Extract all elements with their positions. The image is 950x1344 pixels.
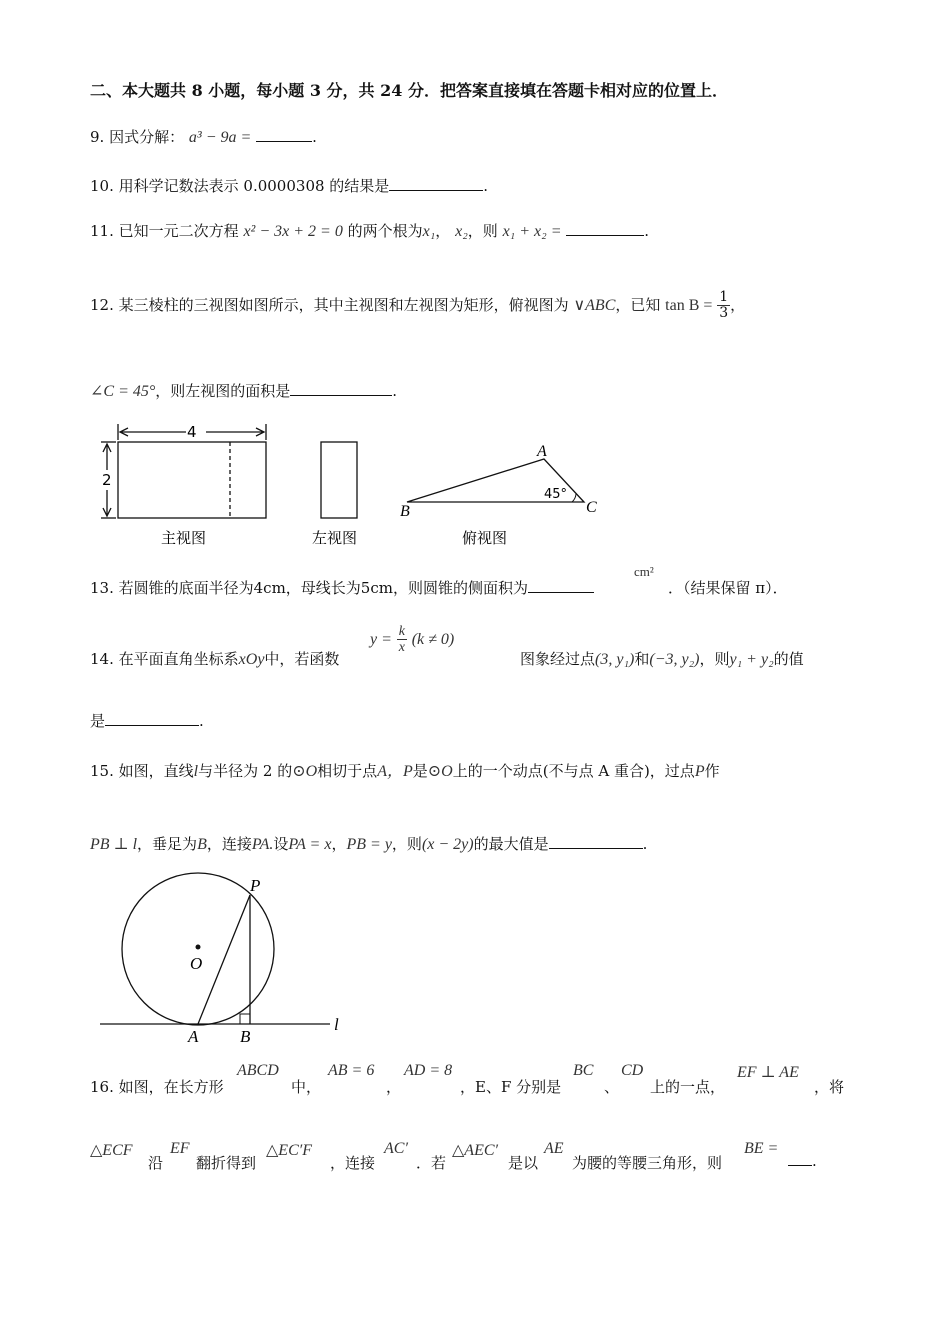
q15-segment-pa: PA.: [251, 836, 274, 853]
q12-number: 12.: [90, 295, 114, 314]
q15-t8: ，连接: [206, 835, 252, 853]
q12-tanb: tan B =: [665, 296, 713, 314]
q13-tail: ．（结果保留 π）．: [668, 579, 788, 597]
label-l: l: [334, 1015, 339, 1034]
q15-t10: ，: [331, 835, 347, 853]
q16-t11: 为腰的等腰三角形，则: [572, 1154, 723, 1172]
q16-acp: AC′: [384, 1140, 408, 1157]
q16-ecpf: △EC′F: [266, 1142, 313, 1159]
q14-text4: ，则: [699, 650, 730, 668]
front-view-caption: 主视图: [161, 529, 207, 547]
q16-t8: ，连接: [330, 1154, 376, 1172]
q15-t5: 上的一个动点(不与点 A 重合)，过点: [452, 762, 695, 780]
q15-tail: .: [642, 835, 648, 853]
q14-text5: 的值: [773, 650, 804, 668]
q16-be: BE =: [744, 1140, 779, 1157]
q15-number: 15.: [90, 762, 114, 780]
q11-tail: .: [644, 222, 650, 240]
label-b: B: [240, 1027, 251, 1046]
q14-text2: 中，若函数: [264, 650, 340, 668]
q15-t11: ，则: [391, 835, 422, 853]
q16-aecp: △AEC′: [452, 1142, 499, 1159]
q12-comma: ，: [730, 295, 746, 314]
q16-tail: .: [812, 1152, 817, 1170]
q14-text1: 在平面直角坐标系: [118, 650, 239, 668]
q15-circle-o: ⊙O: [292, 763, 318, 780]
vertex-a-label: A: [537, 443, 547, 460]
q14-point2: (−3, y₂): [649, 651, 700, 668]
q11-x1: x₁: [422, 223, 436, 240]
q14-coordinate-system: xOy: [238, 651, 265, 668]
q15-t7: ，垂足为: [137, 835, 198, 853]
q14-fn-numerator: k: [398, 624, 405, 639]
vertex-b-label: B: [400, 503, 410, 520]
q16-t6: 沿: [148, 1154, 164, 1172]
q16-answer-wrap: [788, 1152, 817, 1170]
q16-dun: 、: [604, 1078, 620, 1096]
q13-unit: cm²: [634, 564, 654, 579]
q15-expression: (x − 2y): [421, 836, 474, 853]
q16-ef-perp-ae: EF ⊥ AE: [737, 1064, 799, 1081]
segment-pa: [198, 895, 250, 1024]
center-o-dot: [196, 945, 201, 950]
q16-t9: ．若: [416, 1154, 447, 1172]
q11-then: ，则: [467, 222, 498, 240]
q9-math: a³ − 9a =: [188, 129, 252, 146]
q12-triangle: ∨ABC: [573, 296, 616, 314]
q16-ae: AE: [544, 1140, 564, 1157]
q16-comma1: ，: [386, 1078, 402, 1096]
q12-tail: .: [392, 382, 398, 400]
label-a: A: [188, 1027, 199, 1046]
q11-mid: 的两个根为: [347, 222, 423, 240]
q16-ecf: △ECF: [90, 1142, 133, 1159]
q15-eq-pb: PB = y: [346, 836, 392, 853]
angle-45-label: 45°: [544, 487, 568, 502]
q15-t2: 与半径为 2 的: [198, 762, 293, 780]
q10-number: 10.: [90, 177, 114, 195]
q12-angle: ∠C = 45°: [90, 383, 156, 400]
q14-number: 14.: [90, 650, 114, 668]
q15-t9: 设: [273, 835, 289, 853]
q15-point-p: P: [402, 763, 413, 780]
q15-circle-o-2: ⊙O: [427, 763, 453, 780]
q11-number: 11.: [90, 222, 114, 240]
q15-point-a: A，: [377, 763, 403, 780]
q16-number: 16.: [90, 1078, 114, 1096]
q15-line-l: l: [193, 763, 199, 780]
q16-t10: 是以: [508, 1154, 539, 1172]
q9-number: 9.: [90, 128, 105, 146]
q12-frac-numerator: 1: [719, 289, 729, 305]
q15-t6: 作: [704, 762, 720, 780]
q16-answer-blank[interactable]: [788, 1164, 812, 1166]
front-view-height-label: 2: [102, 471, 112, 489]
q16-t2: 中，: [291, 1078, 322, 1096]
q12-text2: ，则左视图的面积是: [155, 382, 291, 400]
front-view-width-label: 4: [187, 423, 197, 441]
q12-known: ，已知: [615, 295, 661, 314]
q16-t3: ，E、F 分别是: [460, 1078, 562, 1096]
q15-t3: 相切于点: [317, 762, 378, 780]
left-view-caption: 左视图: [312, 529, 358, 547]
q14-tail: .: [199, 712, 204, 730]
q11-x2: x₂: [455, 223, 468, 240]
q16-bc: BC: [573, 1062, 594, 1079]
q11-equation: x² − 3x + 2 = 0: [243, 223, 343, 240]
vertex-c-label: C: [586, 499, 597, 516]
right-angle-mark: [240, 1014, 250, 1024]
q14-fn-denominator: x: [398, 640, 405, 656]
q16-t1: 如图，在长方形: [118, 1078, 224, 1096]
q16-rectangle: ABCD: [237, 1062, 279, 1079]
q16-ad: AD = 8: [404, 1062, 453, 1079]
q9-text: 因式分解：: [109, 128, 185, 146]
q13-text: 若圆锥的底面半径为4cm，母线长为5cm，则圆锥的侧面积为: [118, 579, 528, 597]
q14-and: 和: [634, 650, 650, 668]
q14-fn-condition: (k ≠ 0): [411, 630, 455, 648]
top-view-caption: 俯视图: [462, 529, 508, 547]
question-16: [90, 1076, 224, 1097]
q15-point-p-2: P: [694, 763, 705, 780]
label-p: P: [250, 876, 261, 895]
q16-ef: EF: [170, 1140, 190, 1157]
q16-ab: AB = 6: [328, 1062, 375, 1079]
q15-t12: 的最大值是: [473, 835, 549, 853]
q12-text1: 某三棱柱的三视图如图所示，其中主视图和左视图为矩形，俯视图为: [118, 295, 569, 314]
q10-tail: .: [483, 177, 489, 195]
q11-sep: ，: [435, 222, 451, 240]
q14-text3: 图象经过点: [520, 650, 596, 668]
q14-point1: (3, y₁): [595, 651, 635, 668]
q15-eq-pa: PA = x: [288, 836, 332, 853]
q15-perpendicular: PB ⊥ l: [90, 836, 138, 853]
q16-cd: CD: [621, 1062, 644, 1079]
section-heading: 二、本大题共 8 小题，每小题 3 分，共 24 分．把答案直接填在答题卡相对应的位置上．: [90, 81, 728, 100]
q15-t1: 如图，直线: [118, 762, 194, 780]
q12-frac-denominator: 3: [719, 305, 729, 322]
q11-pre: 已知一元二次方程: [118, 222, 239, 240]
q14-fn-lhs: y =: [370, 630, 392, 648]
q13-number: 13.: [90, 579, 114, 597]
label-o: O: [190, 954, 203, 973]
q16-t4: 上的一点，: [650, 1078, 726, 1096]
q10-text: 用科学记数法表示 0.0000308 的结果是: [118, 177, 390, 195]
q15-t4: 是: [412, 762, 428, 780]
q16-t5: ，将: [814, 1078, 845, 1096]
q15-foot-b: B: [197, 836, 207, 853]
q9-tail: .: [312, 128, 317, 146]
q14-line2-text: 是: [90, 712, 106, 730]
q14-sum: y₁ + y₂: [729, 651, 774, 668]
q11-sum: x₁ + x₂ =: [502, 223, 562, 240]
q16-t7: 翻折得到: [196, 1154, 257, 1172]
